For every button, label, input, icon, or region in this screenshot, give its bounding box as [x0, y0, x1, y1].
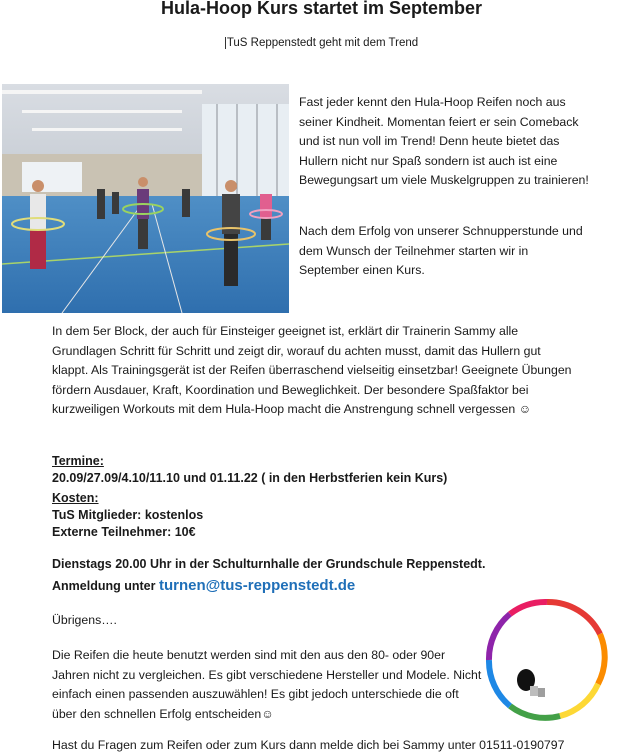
kosten-external: Externe Teilnehmer: 10€: [52, 525, 196, 539]
hula-hoop-photo: [480, 594, 614, 722]
registration-line: [52, 577, 355, 595]
kosten-heading: Kosten:: [52, 491, 99, 505]
page-title: Hula-Hoop Kurs startet im September: [160, 0, 483, 18]
uebrigens-text: Übrigens….: [52, 613, 117, 627]
course-paragraph: In dem 5er Block, der auch für Einsteiger geeignet ist, erklärt dir Trainerin Sammy alle Grundlagen Schritt für Schritt und zeigt dir, worauf du achten musst, damit das Hullern gut klappt. Als Trainingsgerät ist der Reifen überraschend vielseitig einsetzbar! Geeignete Übungen fördern Ausdauer, Kraft, Koordination und Beweglichkeit. Der besondere Spaßfaktor bei kurzweiligen Workouts mit dem Hula-Hoop macht die Anstrengung schnell vergessen ☺: [52, 324, 572, 416]
intro-paragraph: Fast jeder kennt den Hula-Hoop Reifen noch aus seiner Kindheit. Momentan feiert er sein Comeback und ist nun voll im Trend! Denn heute bietet das Hullern nicht nur Spaß sondern ist auch ist eine Bewegungsart um viele Muskelgruppen zu trainieren!: [299, 95, 589, 187]
termine-heading: Termine:: [52, 454, 104, 468]
gym-photo: [2, 84, 289, 313]
registration-email-link[interactable]: turnen@tus-reppenstedt.de: [158, 577, 356, 594]
kosten-members: TuS Mitglieder: kostenlos: [52, 508, 204, 522]
termine-dates: 20.09/27.09/4.10/11.10 und 01.11.22 ( in den Herbstferien kein Kurs): [52, 471, 448, 485]
location-text: Dienstags 20.00 Uhr in der Schulturnhalle der Grundschule Reppenstedt.: [52, 557, 486, 571]
subtitle-text: TuS Reppenstedt geht mit dem Trend: [226, 37, 419, 49]
registration-label: Anmeldung unter: [52, 579, 159, 593]
subtitle: [0, 35, 643, 51]
schnupper-paragraph: Nach dem Erfolg von unserer Schnupperstunde und dem Wunsch der Teilnehmer starten wir in September einen Kurs.: [299, 224, 583, 277]
hoops-paragraph: Die Reifen die heute benutzt werden sind mit den aus den 80- oder 90er Jahren nicht zu vergleichen. Es gibt verschiedene Hersteller und Modele. Nicht einfach einen passenden auszuwählen! Es gibt jedoch unterschiede die oft über den schnellen Erfolg entscheiden☺: [52, 648, 482, 721]
contact-line: Hast du Fragen zum Reifen oder zum Kurs dann melde dich bei Sammy unter 01511-0190797: [52, 738, 565, 752]
